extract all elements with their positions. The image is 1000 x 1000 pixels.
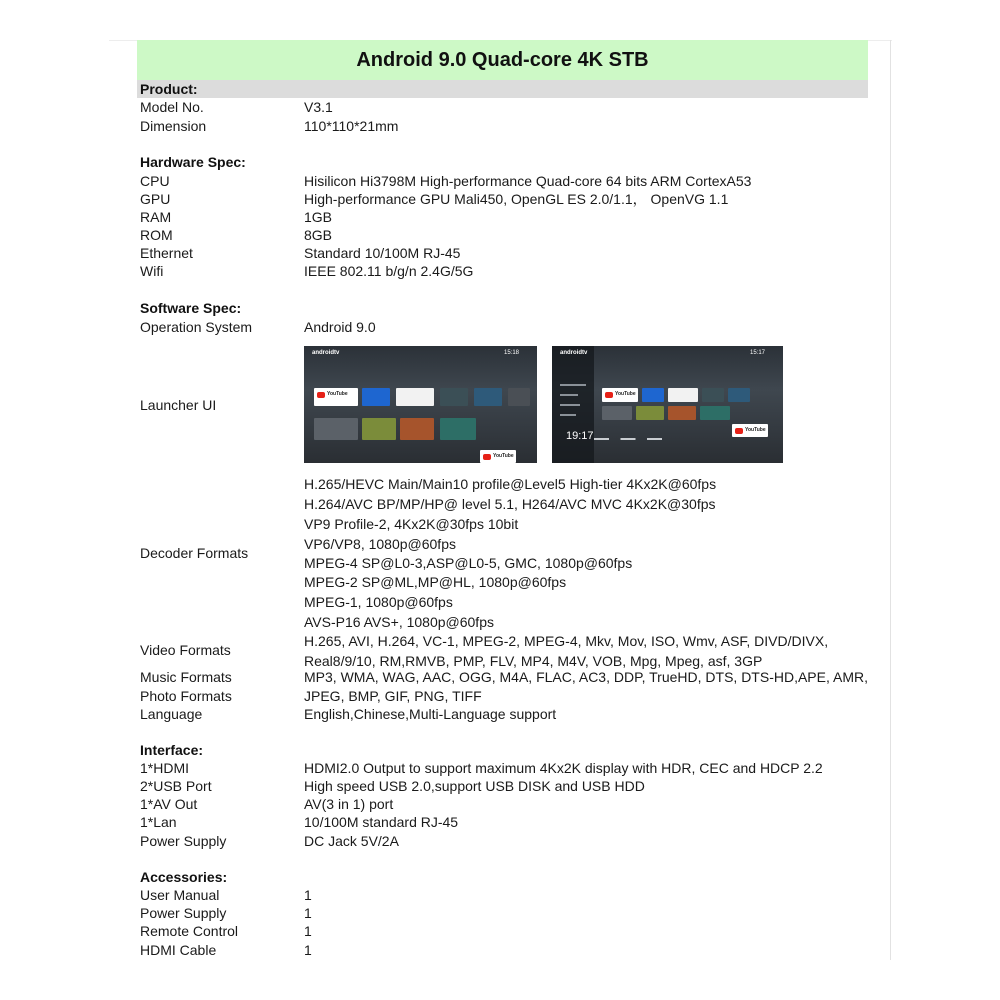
spec-label: CPU	[140, 173, 170, 189]
launcher-clock: 15:17	[749, 350, 765, 356]
spec-label: GPU	[140, 191, 171, 207]
spec-value: DC Jack 5V/2A	[304, 833, 399, 849]
launcher-clock: 15:18	[503, 350, 519, 356]
spec-value: Hisilicon Hi3798M High-performance Quad-core 64 bits ARM CortexA53	[304, 173, 752, 189]
launcher-dock	[594, 438, 783, 440]
spec-value: 10/100M standard RJ-45	[304, 814, 459, 830]
app-tile-icon	[362, 388, 390, 406]
spec-value: High speed USB 2.0,support USB DISK and USB HDD	[304, 778, 645, 794]
sheet-right-border	[890, 40, 891, 960]
app-tile-icon	[440, 418, 476, 440]
spec-label-decoder: Decoder Formats	[140, 545, 249, 561]
spec-value: Standard 10/100M RJ-45	[304, 245, 461, 261]
decoder-format: VP6/VP8, 1080p@60fps	[304, 536, 456, 552]
spec-label: Dimension	[140, 118, 207, 134]
spec-label: ROM	[140, 227, 173, 243]
youtube-tile-icon	[732, 424, 768, 437]
spec-value: 8GB	[304, 227, 333, 243]
spec-label-launcher: Launcher UI	[140, 397, 217, 413]
play-store-tile-icon	[602, 406, 632, 420]
app-tile-icon	[702, 388, 724, 402]
video-format: Real8/9/10, RM,RMVB, PMP, FLV, MP4, M4V, VOB, Mpg, Mpeg, asf, 3GP	[304, 653, 763, 669]
spec-value: 1GB	[304, 209, 333, 225]
spec-label-photo: Photo Formats	[140, 688, 232, 704]
spec-label: RAM	[140, 209, 172, 225]
spec-value: HDMI2.0 Output to support maximum 4Kx2K display with HDR, CEC and HDCP 2.2	[304, 760, 823, 776]
spec-label-os: Operation System	[140, 319, 253, 335]
launcher-big-clock: 19:17	[566, 430, 594, 442]
app-tile-icon	[440, 388, 468, 406]
spec-label: Wifi	[140, 263, 164, 279]
spec-label: 1*Lan	[140, 814, 177, 830]
app-tile-icon	[642, 388, 664, 402]
app-tile-icon	[636, 406, 664, 420]
spec-label: Model No.	[140, 99, 204, 115]
spec-value: IEEE 802.11 b/g/n 2.4G/5G	[304, 263, 474, 279]
decoder-format: MPEG-1, 1080p@60fps	[304, 594, 453, 610]
product-header-band	[137, 80, 868, 98]
decoder-format: AVS-P16 AVS+, 1080p@60fps	[304, 614, 494, 630]
title-bar	[137, 40, 868, 80]
section-header-product: Product:	[140, 81, 198, 97]
spec-label: User Manual	[140, 887, 220, 903]
decoder-format: MPEG-2 SP@ML,MP@HL, 1080p@60fps	[304, 574, 567, 590]
youtube-tile-icon	[480, 450, 516, 463]
spec-value: 1	[304, 923, 312, 939]
spec-value: 1	[304, 942, 312, 958]
section-header-hardware: Hardware Spec:	[140, 154, 246, 170]
spec-label-music: Music Formats	[140, 669, 232, 685]
spec-value-language: English,Chinese,Multi-Language support	[304, 706, 557, 722]
spec-label: Power Supply	[140, 905, 227, 921]
chrome-tile-icon	[668, 388, 698, 402]
section-header-interface: Interface:	[140, 742, 204, 758]
spec-label: 1*AV Out	[140, 796, 198, 812]
spec-value: 1	[304, 887, 312, 903]
spec-value: V3.1	[304, 99, 333, 115]
spec-value: 110*110*21mm	[304, 118, 399, 134]
decoder-format: VP9 Profile-2, 4Kx2K@30fps 10bit	[304, 516, 519, 532]
spec-label: Ethernet	[140, 245, 193, 261]
app-tile-icon	[700, 406, 730, 420]
launcher-brand: androidtv	[312, 350, 340, 356]
spec-value-music: MP3, WMA, WAG, AAC, OGG, M4A, FLAC, AC3, DDP, TrueHD, DTS, DTS-HD,APE, AMR,	[304, 669, 868, 685]
launcher-screenshot-1	[304, 346, 537, 463]
launcher-brand: androidtv	[560, 350, 588, 356]
chrome-tile-icon	[396, 388, 434, 406]
app-tile-icon	[400, 418, 434, 440]
app-tile-icon	[362, 418, 396, 440]
spec-label: Remote Control	[140, 923, 239, 939]
spec-label: HDMI Cable	[140, 942, 217, 958]
spec-value-photo: JPEG, BMP, GIF, PNG, TIFF	[304, 688, 482, 704]
spec-value: High-performance GPU Mali450, OpenGL ES 2.0/1.1， OpenVG 1.1	[304, 191, 729, 207]
app-tile-icon	[508, 388, 530, 406]
section-header-accessories: Accessories:	[140, 869, 228, 885]
launcher-sidebar	[552, 346, 594, 463]
youtube-tile-icon	[602, 388, 638, 402]
decoder-format: H.265/HEVC Main/Main10 profile@Level5 High-tier 4Kx2K@60fps	[304, 476, 717, 492]
spec-label: Power Supply	[140, 833, 227, 849]
spec-label-video: Video Formats	[140, 642, 231, 658]
play-store-tile-icon	[314, 418, 358, 440]
section-header-software: Software Spec:	[140, 300, 242, 316]
spec-value-os: Android 9.0	[304, 319, 376, 335]
app-tile-icon	[668, 406, 696, 420]
spec-value: AV(3 in 1) port	[304, 796, 394, 812]
spec-label-language: Language	[140, 706, 203, 722]
decoder-format: H.264/AVC BP/MP/HP@ level 5.1, H264/AVC MVC 4Kx2K@30fps	[304, 496, 716, 512]
app-tile-icon	[474, 388, 502, 406]
launcher-screenshot-2	[552, 346, 783, 463]
spec-value: 1	[304, 905, 312, 921]
spec-label: 2*USB Port	[140, 778, 212, 794]
app-tile-icon	[728, 388, 750, 402]
spec-label: 1*HDMI	[140, 760, 190, 776]
video-format: H.265, AVI, H.264, VC-1, MPEG-2, MPEG-4, Mkv, Mov, ISO, Wmv, ASF, DIVD/DIVX,	[304, 633, 829, 649]
decoder-format: MPEG-4 SP@L0-3,ASP@L0-5, GMC, 1080p@60fps	[304, 555, 633, 571]
page-title: Android 9.0 Quad-core 4K STB	[356, 49, 649, 71]
youtube-tile-icon	[314, 388, 358, 406]
